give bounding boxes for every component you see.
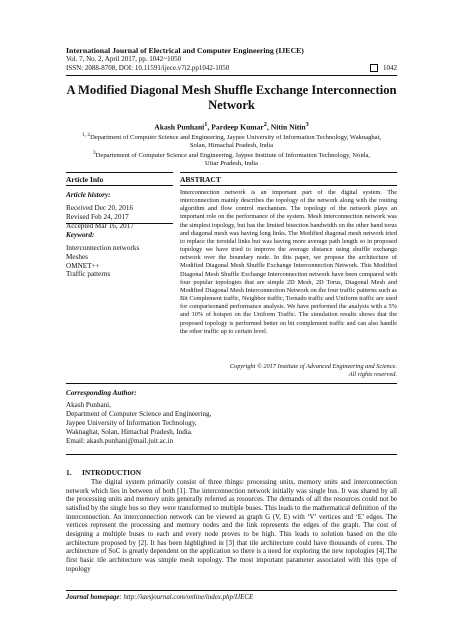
section-heading	[66, 468, 141, 477]
article-info-heading: Article Info	[66, 175, 104, 184]
corresponding-author	[66, 401, 397, 446]
section-number: 1.	[66, 468, 72, 477]
journal-issn: ISSN: 2088-8708, DOI: 10.11591/ijece.v7i2.pp1042-1050	[66, 64, 230, 73]
corresponding-line: Department of Computer Science and Engineering,	[66, 410, 212, 418]
history-item: Accepted Mar 16, 2017	[66, 221, 134, 230]
abstract-text: Interconnection network is an important part of the digital system. The interconnection mainly describes the topology of the network along with the routing algorithm and flow control mechanism. The topology of the network plays an important role on the performance of the system. Mesh interconnection network was the simplest topology, but has the limited bisection bandwidth on the other hand torus and diagonal mesh was having long links. The Modified diagonal mesh network tried to replace the toroidal links but was having more average path length so in proposed topology we have tried to improve the average distance using shuffle exchange network over the boundary node. In this paper, we propose the architecture of Modified Diagonal Mesh Shuffle Exchange Interconnection Network. This Modified Diagonal Mesh Shuffle Exchange Interconnection network have been compared with four popular topologies that are simple 2D Mesh, 2D Torus, Diagonal Mesh and Modified Diagonal Mesh Interconnection Network on the four traffic patterns such as Bit Complement traffic, Neighbor traffic, Tornado traffic and Uniform traffic are used for comparisonand performance analysis. We have performed the analysis with a 5% and 10% of hotspot on the Uniform Traffic. The simulation results shows that the proposed topology is performed better on bit complement traffic and can also handle the other traffic up to certain level.	[180, 189, 397, 335]
affiliation-line: Department of Computer Science and Engineering, Jaypee University of Information Technology, Waknaghat,	[90, 134, 382, 142]
journal-volume: Vol. 7, No. 2, April 2017, pp. 1042~1050	[66, 55, 182, 64]
header-divider	[66, 75, 397, 76]
keyword-item: Traffic patterns	[66, 270, 111, 279]
history-heading: Article history:	[66, 191, 111, 199]
corresponding-email: Email: akash.punhani@mail.juit.ac.in	[66, 437, 174, 445]
rule	[66, 383, 397, 384]
corresponding-line: Waknaghat, Solan, Himachal Pradesh, India.	[66, 428, 193, 436]
keywords-heading: Keyword:	[66, 231, 95, 239]
history-item: Revised Feb 24, 2017	[66, 212, 129, 221]
section-title: INTRODUCTION	[82, 468, 142, 477]
affiliation-line: Uttar Pradesh, India	[205, 160, 258, 168]
rule	[66, 172, 173, 173]
running-header	[66, 46, 396, 73]
keyword-item: Interconnection networks	[66, 244, 140, 252]
affiliation-sup: 3	[92, 150, 96, 156]
affiliation-sup: 1, 2	[81, 132, 91, 138]
author-sup: 1	[204, 121, 208, 128]
keywords-section	[66, 231, 173, 279]
keyword-item: OMNET++	[66, 261, 100, 270]
author-sup: 2	[263, 121, 267, 128]
paper-title: A Modified Diagonal Mesh Shuffle Exchange Interconnection Network	[66, 83, 397, 112]
author-list: Akash Punhani$^1$, Pardeep Kumar$^2$, Nitin Nitin$^3$	[154, 121, 309, 132]
intro-paragraph: The digital system primarily consist of three things: processing units, memory units and interconnection network which lies in between of both [1]. The interconnection network initially was single bus. It was shared by all the processing units and memory units generally referred as resources. The demands of all the resources could not be satisfied by the single bus so they were transformed to multiple buses. This leads to the mathematical definition of the interconnection. An interconnection network can be viewed as graph G (V, E) with ‘V’ vertices and ‘E’ edges. The vertices represent the processing and memory nodes and the link represents the edges of the graph. The cost of designing a multiple buses to each and every node proves to be high. This leads to solution based on the tile architecture proposed by [2]. It has been highlighted in [3] that tile architecture could have thousands of cores. The architecture of SoC is greatly dependent on the application so there is a need for exploring the new topologies [4].The first basic tile architecture was simple mesh topology. The most important parameter associated with this type of topology	[66, 478, 397, 573]
article-history	[66, 191, 173, 230]
author-sup: 3	[305, 121, 309, 128]
footer-url[interactable]: : http://iaesjournal.com/online/index.php/IJECE	[119, 594, 254, 601]
affiliation-line: Solan, Himachal Pradesh, India	[189, 142, 274, 150]
footer-divider	[66, 590, 397, 591]
rights-line: All rights reserved.	[348, 371, 397, 379]
keyword-item: Meshes	[66, 252, 88, 261]
page-number	[370, 64, 397, 72]
author-name: Akash Punhani	[154, 122, 205, 132]
copyright-notice	[180, 363, 397, 379]
author-name: Pardeep Kumar	[211, 122, 264, 132]
rule	[66, 185, 173, 186]
rule	[180, 172, 397, 173]
copyright-line: Copyright © 2017 Institute of Advanced Engineering and Science.	[229, 363, 397, 370]
corresponding-heading: Corresponding Author:	[66, 388, 137, 397]
corresponding-line: Jaypee University of Information Technology,	[66, 419, 197, 427]
corresponding-line: Akash Punhani,	[66, 401, 111, 409]
affiliation-line: Departement of Computer Science and Engineering, Jaypee Institute of Information Technology, Noida,	[95, 152, 371, 160]
square-icon	[370, 64, 378, 72]
journal-name: International Journal of Electrical and Computer Engineering (IJECE)	[66, 46, 304, 55]
author-name: Nitin Nitin	[270, 122, 306, 132]
affiliation-2	[66, 149, 397, 169]
history-item: Received Dec 20, 2016	[66, 204, 134, 212]
affiliation-1	[66, 131, 397, 151]
rule	[66, 223, 173, 224]
rule	[66, 454, 397, 455]
keyword-list	[66, 244, 173, 279]
page-footer	[66, 594, 253, 601]
history-list	[66, 204, 173, 230]
page-number-text: 1042	[383, 64, 397, 72]
rule	[180, 185, 397, 186]
footer-label: Journal homepage	[66, 594, 120, 601]
abstract-heading: ABSTRACT	[180, 175, 221, 184]
